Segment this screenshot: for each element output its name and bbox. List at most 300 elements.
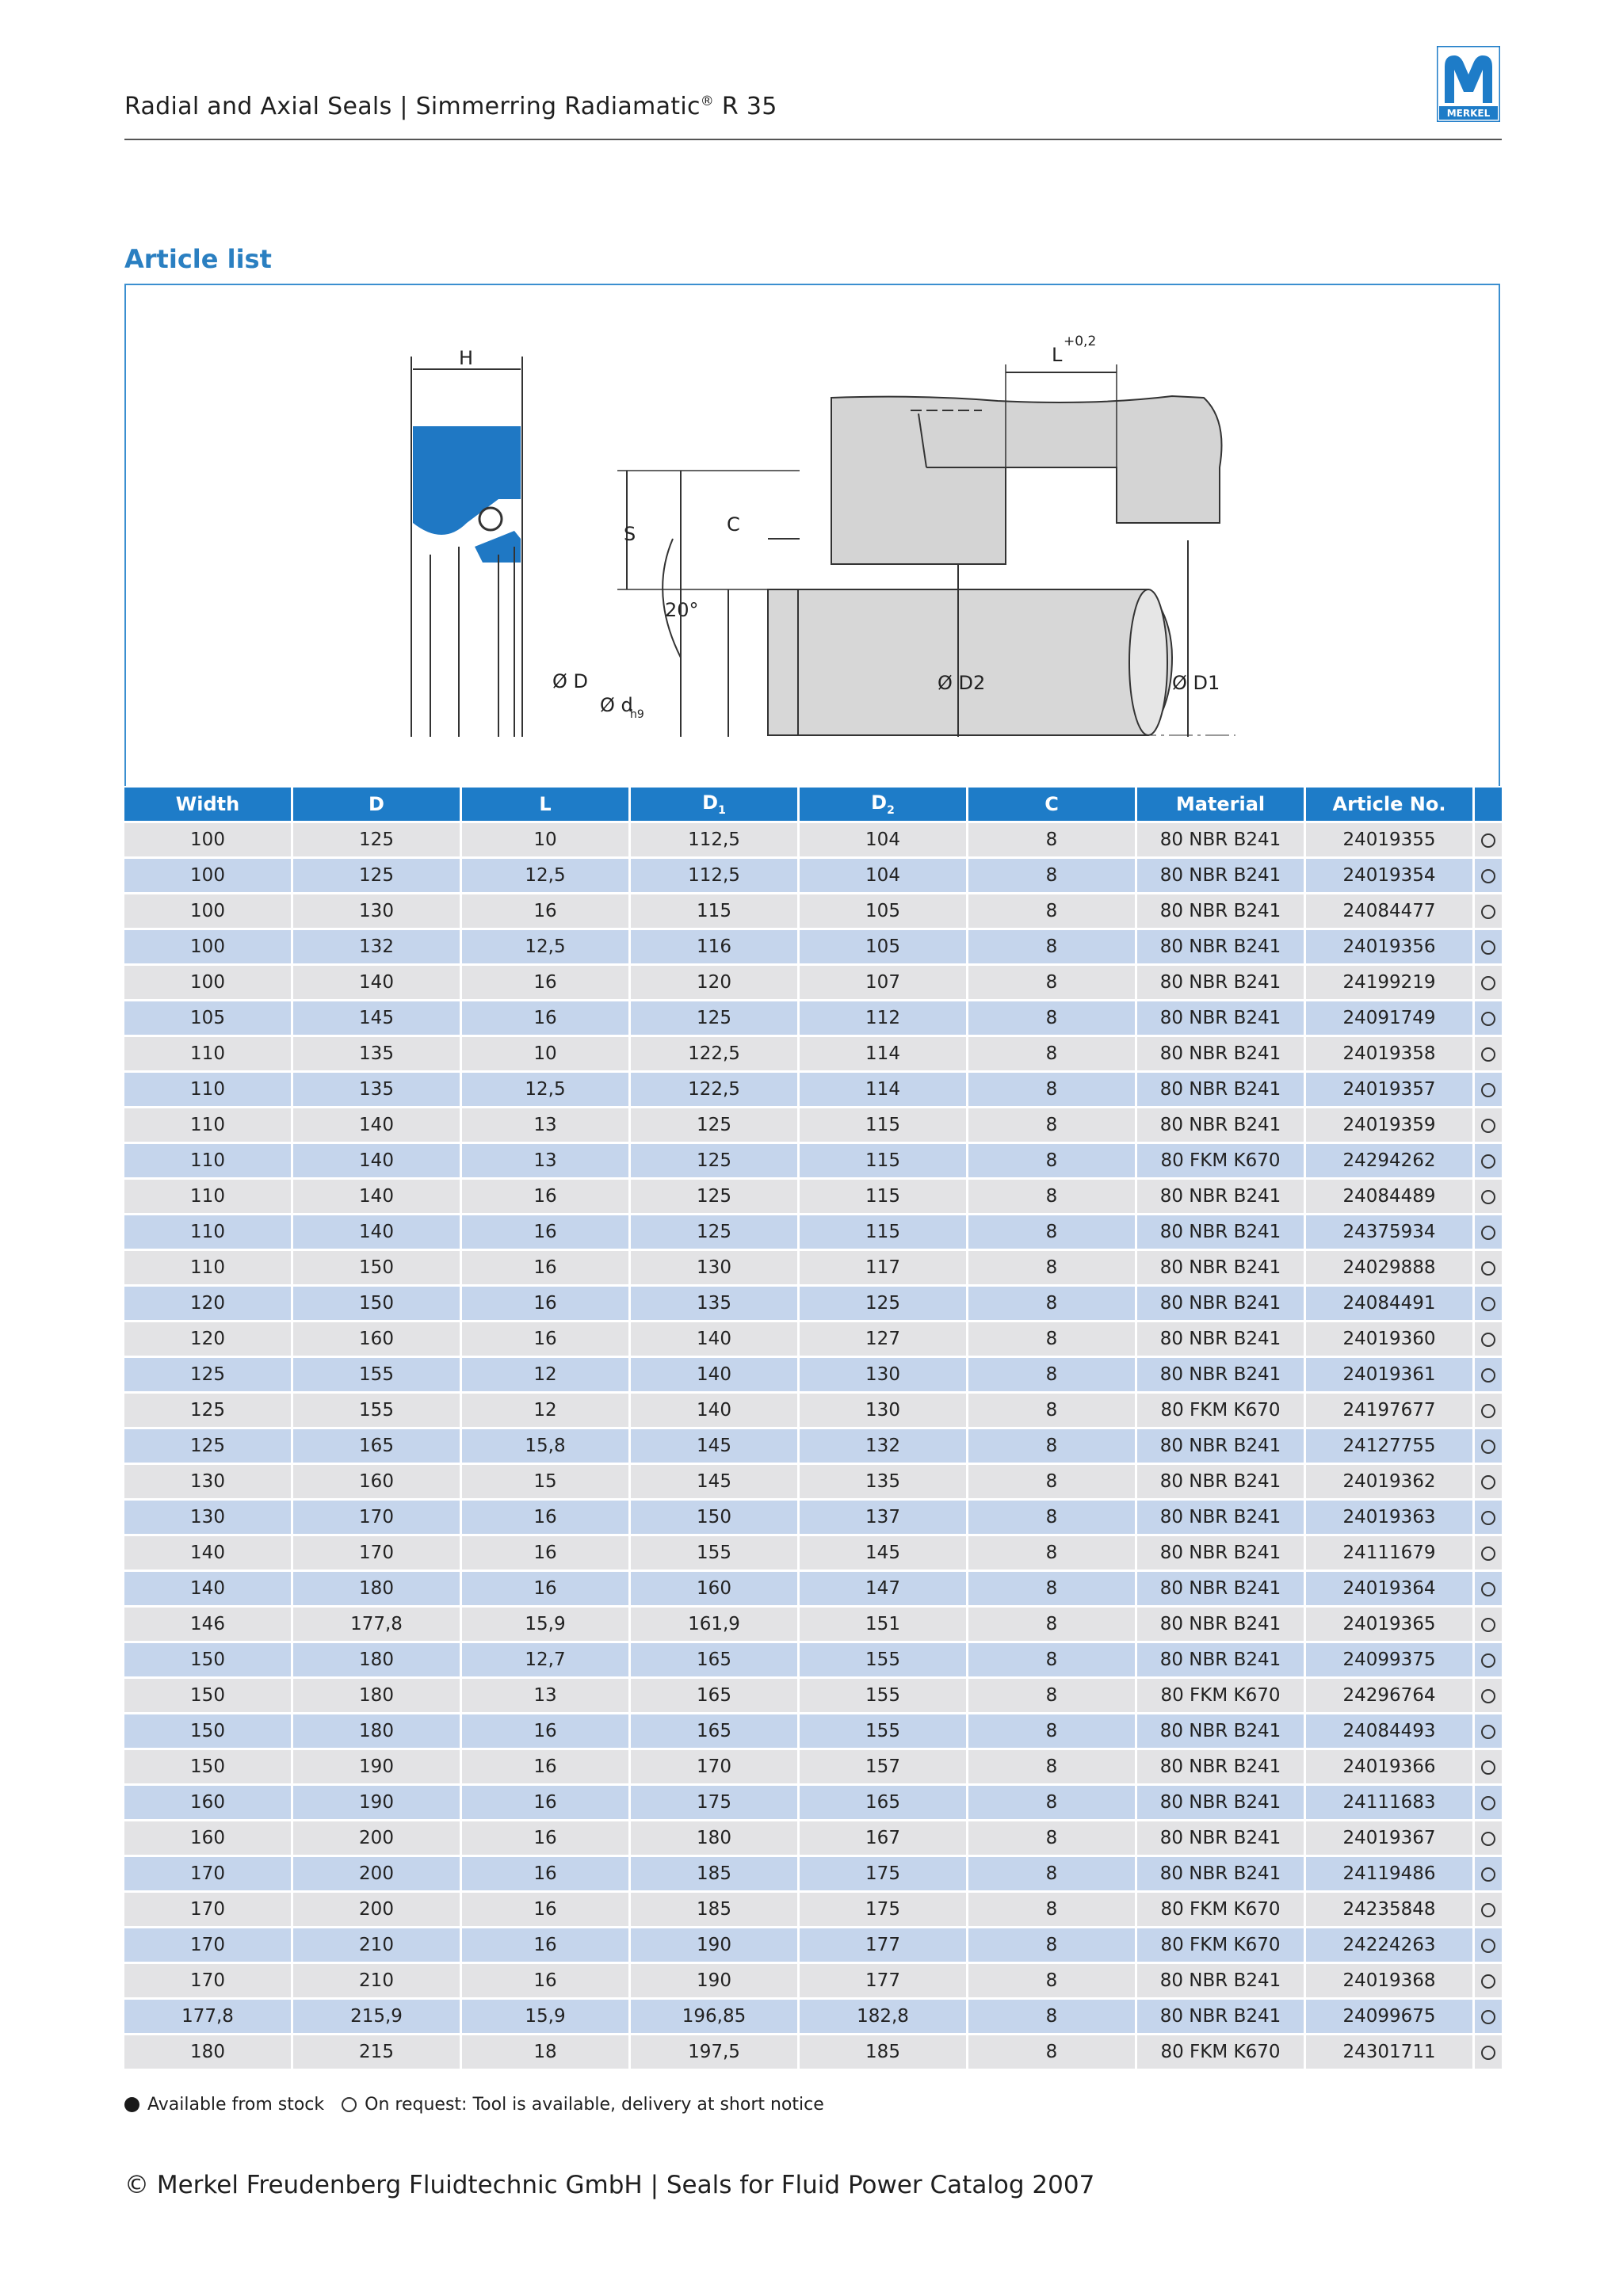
table-cell: 125	[631, 1177, 800, 1213]
table-cell: 16	[462, 892, 631, 928]
table-cell: 116	[631, 928, 800, 963]
table-cell: 115	[800, 1177, 968, 1213]
table-row	[124, 1284, 1502, 1320]
filled-circle-icon	[124, 2097, 139, 2112]
table-cell: 170	[124, 1890, 293, 1926]
table-cell: 12,5	[462, 1070, 631, 1106]
table-cell: 16	[462, 1748, 631, 1783]
table-row	[124, 1962, 1502, 1997]
table-cell: 80 FKM K670	[1137, 1926, 1306, 1962]
table-cell: 12,5	[462, 856, 631, 892]
table-cell: 185	[631, 1855, 800, 1890]
on-request-circle-icon	[1481, 1297, 1495, 1311]
table-row	[124, 1641, 1502, 1676]
table-cell: 8	[968, 1819, 1137, 1855]
table-cell: 80 NBR B241	[1137, 1962, 1306, 1997]
table-cell: 112,5	[631, 856, 800, 892]
table-cell: 155	[631, 1534, 800, 1569]
table-cell: 100	[124, 892, 293, 928]
table-cell: 180	[293, 1676, 462, 1712]
on-request-circle-icon	[1481, 1903, 1495, 1917]
col-header-material: Material	[1137, 788, 1306, 821]
on-request-circle-icon	[1481, 1440, 1495, 1454]
footer: © Merkel Freudenberg Fluidtechnic GmbH | Seals for Fluid Power Catalog 2007	[124, 2171, 1095, 2199]
table-cell: 197,5	[631, 2033, 800, 2069]
table-cell: 132	[293, 928, 462, 963]
table-cell: 80 NBR B241	[1137, 1177, 1306, 1213]
table-cell: 8	[968, 1641, 1137, 1676]
on-request-circle-icon	[1481, 1547, 1495, 1561]
table-cell: 15,8	[462, 1427, 631, 1463]
on-request-circle-icon	[1481, 905, 1495, 919]
availability-cell	[1475, 1605, 1502, 1641]
table-cell: 8	[968, 1748, 1137, 1783]
table-cell: 150	[124, 1641, 293, 1676]
table-cell: 24111683	[1306, 1783, 1475, 1819]
availability-cell	[1475, 963, 1502, 999]
table-row	[124, 2033, 1502, 2069]
table-cell: 180	[293, 1569, 462, 1605]
table-cell: 100	[124, 821, 293, 856]
on-request-circle-icon	[1481, 2010, 1495, 2024]
table-row	[124, 1890, 1502, 1926]
table-cell: 80 NBR B241	[1137, 963, 1306, 999]
table-cell: 125	[631, 1106, 800, 1142]
label-d-sub: h9	[630, 708, 644, 721]
table-cell: 125	[124, 1427, 293, 1463]
availability-cell	[1475, 1391, 1502, 1427]
availability-cell	[1475, 1356, 1502, 1391]
table-cell: 80 NBR B241	[1137, 1213, 1306, 1249]
table-cell: 8	[968, 928, 1137, 963]
table-row	[124, 1320, 1502, 1356]
table-cell: 160	[631, 1569, 800, 1605]
on-request-circle-icon	[1481, 1618, 1495, 1632]
table-cell: 15,9	[462, 1605, 631, 1641]
table-cell: 170	[124, 1926, 293, 1962]
table-header-row	[124, 788, 1502, 821]
col-header-C: C	[968, 788, 1137, 821]
table-cell: 8	[968, 1498, 1137, 1534]
table-cell: 80 NBR B241	[1137, 999, 1306, 1035]
table-cell: 16	[462, 1712, 631, 1748]
table-cell: 130	[800, 1391, 968, 1427]
table-cell: 8	[968, 1463, 1137, 1498]
table-cell: 147	[800, 1569, 968, 1605]
table-cell: 8	[968, 1534, 1137, 1569]
table-row	[124, 1748, 1502, 1783]
table-cell: 170	[293, 1498, 462, 1534]
table-row	[124, 856, 1502, 892]
table-row	[124, 1819, 1502, 1855]
table-cell: 125	[631, 1213, 800, 1249]
availability-cell	[1475, 1427, 1502, 1463]
col-header-D2: $D_2$	[800, 788, 968, 821]
table-cell: 115	[800, 1142, 968, 1177]
table-cell: 177,8	[124, 1997, 293, 2033]
table-cell: 8	[968, 963, 1137, 999]
availability-cell	[1475, 1676, 1502, 1712]
table-cell: 8	[968, 1391, 1137, 1427]
on-request-circle-icon	[1481, 1832, 1495, 1846]
availability-cell	[1475, 1569, 1502, 1605]
table-cell: 140	[631, 1391, 800, 1427]
table-row	[124, 928, 1502, 963]
table-cell: 80 NBR B241	[1137, 1569, 1306, 1605]
table-cell: 24019355	[1306, 821, 1475, 856]
table-row	[124, 1177, 1502, 1213]
on-request-circle-icon	[1481, 1154, 1495, 1169]
table-cell: 145	[293, 999, 462, 1035]
table-cell: 196,85	[631, 1997, 800, 2033]
table-cell: 8	[968, 1070, 1137, 1106]
table-cell: 24235848	[1306, 1890, 1475, 1926]
availability-cell	[1475, 1926, 1502, 1962]
availability-cell	[1475, 928, 1502, 963]
availability-cell	[1475, 1890, 1502, 1926]
on-request-circle-icon	[1481, 2046, 1495, 2060]
table-cell: 125	[293, 856, 462, 892]
table-cell: 167	[800, 1819, 968, 1855]
table-cell: 8	[968, 856, 1137, 892]
table-cell: 8	[968, 1855, 1137, 1890]
on-request-circle-icon	[1481, 1190, 1495, 1204]
on-request-circle-icon	[1481, 1796, 1495, 1810]
table-cell: 140	[293, 963, 462, 999]
table-cell: 130	[293, 892, 462, 928]
label-C: C	[727, 513, 740, 536]
table-row	[124, 1391, 1502, 1427]
table-cell: 215	[293, 2033, 462, 2069]
table-cell: 200	[293, 1855, 462, 1890]
table-cell: 12	[462, 1391, 631, 1427]
table-cell: 16	[462, 1320, 631, 1356]
table-cell: 150	[124, 1676, 293, 1712]
table-cell: 16	[462, 963, 631, 999]
table-row	[124, 1498, 1502, 1534]
table-cell: 155	[800, 1641, 968, 1676]
table-cell: 80 NBR B241	[1137, 1427, 1306, 1463]
table-cell: 200	[293, 1890, 462, 1926]
on-request-circle-icon	[1481, 1511, 1495, 1525]
table-cell: 175	[800, 1890, 968, 1926]
availability-cell	[1475, 999, 1502, 1035]
table-body	[124, 821, 1502, 2069]
table-cell: 110	[124, 1035, 293, 1070]
table-cell: 112	[800, 999, 968, 1035]
availability-cell	[1475, 821, 1502, 856]
table-cell: 175	[800, 1855, 968, 1890]
table-cell: 24019357	[1306, 1070, 1475, 1106]
table-cell: 160	[124, 1819, 293, 1855]
table-cell: 135	[293, 1035, 462, 1070]
table-cell: 110	[124, 1142, 293, 1177]
table-cell: 120	[631, 963, 800, 999]
legend-request: On request: Tool is available, delivery at short notice	[365, 2095, 824, 2115]
col-header-article-no: Article No.	[1306, 788, 1475, 821]
table-cell: 145	[800, 1534, 968, 1569]
logo-text: MERKEL	[1446, 108, 1491, 119]
on-request-circle-icon	[1481, 1725, 1495, 1739]
table-cell: 24019365	[1306, 1605, 1475, 1641]
empty-circle-icon	[342, 2097, 357, 2112]
table-row	[124, 1463, 1502, 1498]
table-cell: 8	[968, 1106, 1137, 1142]
availability-cell	[1475, 1712, 1502, 1748]
table-cell: 130	[800, 1356, 968, 1391]
table-cell: 100	[124, 928, 293, 963]
header-title	[124, 93, 777, 120]
availability-cell	[1475, 892, 1502, 928]
table-row	[124, 1070, 1502, 1106]
table-cell: 80 FKM K670	[1137, 1890, 1306, 1926]
table-cell: 80 FKM K670	[1137, 2033, 1306, 2069]
table-cell: 175	[631, 1783, 800, 1819]
table-cell: 110	[124, 1249, 293, 1284]
table-cell: 8	[968, 1712, 1137, 1748]
label-L: L	[1052, 344, 1063, 366]
table-row	[124, 1783, 1502, 1819]
table-cell: 13	[462, 1106, 631, 1142]
availability-cell	[1475, 1534, 1502, 1569]
table-cell: 180	[293, 1712, 462, 1748]
table-cell: 24019360	[1306, 1320, 1475, 1356]
table-cell: 16	[462, 1213, 631, 1249]
table-cell: 8	[968, 1284, 1137, 1320]
table-cell: 125	[124, 1356, 293, 1391]
availability-cell	[1475, 1962, 1502, 1997]
table-cell: 8	[968, 1249, 1137, 1284]
table-cell: 24019354	[1306, 856, 1475, 892]
table-cell: 170	[293, 1534, 462, 1569]
table-cell: 165	[631, 1712, 800, 1748]
availability-cell	[1475, 856, 1502, 892]
table-cell: 114	[800, 1070, 968, 1106]
table-cell: 16	[462, 1819, 631, 1855]
table-cell: 185	[800, 2033, 968, 2069]
col-header-D: D	[293, 788, 462, 821]
merkel-logo	[1437, 46, 1500, 122]
table-cell: 80 NBR B241	[1137, 821, 1306, 856]
availability-cell	[1475, 1997, 1502, 2033]
table-cell: 24127755	[1306, 1427, 1475, 1463]
table-cell: 115	[800, 1106, 968, 1142]
table-cell: 16	[462, 1890, 631, 1926]
table-cell: 110	[124, 1177, 293, 1213]
table-cell: 16	[462, 1926, 631, 1962]
table-cell: 122,5	[631, 1070, 800, 1106]
table-cell: 24019367	[1306, 1819, 1475, 1855]
table-cell: 177,8	[293, 1605, 462, 1641]
table-row	[124, 1926, 1502, 1962]
table-cell: 24099375	[1306, 1641, 1475, 1676]
on-request-circle-icon	[1481, 1974, 1495, 1989]
table-cell: 105	[800, 892, 968, 928]
table-cell: 130	[124, 1498, 293, 1534]
table-cell: 16	[462, 1284, 631, 1320]
table-row	[124, 1035, 1502, 1070]
header-title-main: Radial and Axial Seals | Simmerring Radiamatic	[124, 93, 701, 120]
table-cell: 24019361	[1306, 1356, 1475, 1391]
on-request-circle-icon	[1481, 1333, 1495, 1347]
table-cell: 125	[800, 1284, 968, 1320]
table-cell: 110	[124, 1213, 293, 1249]
table-cell: 8	[968, 2033, 1137, 2069]
table-cell: 104	[800, 856, 968, 892]
availability-cell	[1475, 1320, 1502, 1356]
table-cell: 80 NBR B241	[1137, 1855, 1306, 1890]
table-cell: 80 NBR B241	[1137, 1106, 1306, 1142]
table-cell: 132	[800, 1427, 968, 1463]
diagram-frame	[124, 284, 1500, 786]
table-cell: 105	[800, 928, 968, 963]
table-cell: 13	[462, 1142, 631, 1177]
on-request-circle-icon	[1481, 1582, 1495, 1596]
table-cell: 140	[631, 1356, 800, 1391]
on-request-circle-icon	[1481, 1939, 1495, 1953]
table-cell: 8	[968, 1320, 1137, 1356]
table-cell: 135	[631, 1284, 800, 1320]
table-cell: 80 FKM K670	[1137, 1676, 1306, 1712]
table-cell: 24019356	[1306, 928, 1475, 963]
table-cell: 16	[462, 1962, 631, 1997]
table-cell: 155	[800, 1676, 968, 1712]
on-request-circle-icon	[1481, 1226, 1495, 1240]
table-cell: 140	[293, 1177, 462, 1213]
table-cell: 12,5	[462, 928, 631, 963]
table-cell: 140	[631, 1320, 800, 1356]
table-cell: 120	[124, 1320, 293, 1356]
on-request-circle-icon	[1481, 1689, 1495, 1703]
availability-cell	[1475, 1142, 1502, 1177]
availability-cell	[1475, 1819, 1502, 1855]
availability-cell	[1475, 1213, 1502, 1249]
availability-cell	[1475, 1748, 1502, 1783]
table-cell: 16	[462, 1534, 631, 1569]
table-cell: 12,7	[462, 1641, 631, 1676]
table-cell: 150	[293, 1249, 462, 1284]
availability-cell	[1475, 1783, 1502, 1819]
table-cell: 190	[293, 1783, 462, 1819]
table-cell: 180	[293, 1641, 462, 1676]
table-row	[124, 1534, 1502, 1569]
table-cell: 80 NBR B241	[1137, 1605, 1306, 1641]
table-cell: 180	[124, 2033, 293, 2069]
table-cell: 122,5	[631, 1035, 800, 1070]
availability-cell	[1475, 1070, 1502, 1106]
label-D1: Ø D1	[1172, 672, 1220, 694]
table-cell: 18	[462, 2033, 631, 2069]
table-cell: 8	[968, 1605, 1137, 1641]
table-cell: 150	[293, 1284, 462, 1320]
table-row	[124, 821, 1502, 856]
table-row	[124, 1213, 1502, 1249]
table-cell: 80 NBR B241	[1137, 1997, 1306, 2033]
table-cell: 125	[631, 1142, 800, 1177]
table-row	[124, 1855, 1502, 1890]
table-cell: 15	[462, 1463, 631, 1498]
table-cell: 16	[462, 1498, 631, 1534]
header-title-model: R 35	[714, 93, 777, 120]
table-cell: 170	[124, 1855, 293, 1890]
table-cell: 15,9	[462, 1997, 631, 2033]
table-cell: 127	[800, 1320, 968, 1356]
seal-cross-section	[411, 357, 522, 737]
table-cell: 80 NBR B241	[1137, 1819, 1306, 1855]
table-cell: 80 NBR B241	[1137, 1035, 1306, 1070]
table-cell: 114	[800, 1035, 968, 1070]
table-row	[124, 1569, 1502, 1605]
table-cell: 8	[968, 1569, 1137, 1605]
seal-installation-diagram	[126, 285, 1502, 788]
on-request-circle-icon	[1481, 1012, 1495, 1026]
label-D2: Ø D2	[938, 672, 986, 694]
table-cell: 24197677	[1306, 1391, 1475, 1427]
table-cell: 80 NBR B241	[1137, 1641, 1306, 1676]
table-cell: 170	[631, 1748, 800, 1783]
table-cell: 150	[631, 1498, 800, 1534]
table-row	[124, 999, 1502, 1035]
table-cell: 24119486	[1306, 1855, 1475, 1890]
table-cell: 182,8	[800, 1997, 968, 2033]
table-cell: 80 NBR B241	[1137, 1356, 1306, 1391]
table-cell: 210	[293, 1962, 462, 1997]
table-cell: 8	[968, 1890, 1137, 1926]
table-cell: 155	[293, 1356, 462, 1391]
on-request-circle-icon	[1481, 1475, 1495, 1489]
table-cell: 8	[968, 1997, 1137, 2033]
table-cell: 140	[293, 1142, 462, 1177]
table-cell: 16	[462, 1177, 631, 1213]
table-cell: 180	[631, 1819, 800, 1855]
table-cell: 215,9	[293, 1997, 462, 2033]
availability-cell	[1475, 1249, 1502, 1284]
label-S: S	[624, 523, 636, 545]
table-cell: 165	[800, 1783, 968, 1819]
col-header-L: L	[462, 788, 631, 821]
table-cell: 16	[462, 1569, 631, 1605]
availability-cell	[1475, 1855, 1502, 1890]
table-cell: 190	[631, 1926, 800, 1962]
table-cell: 160	[124, 1783, 293, 1819]
availability-cell	[1475, 1498, 1502, 1534]
table-cell: 130	[124, 1463, 293, 1498]
table-cell: 185	[631, 1890, 800, 1926]
availability-cell	[1475, 1463, 1502, 1498]
table-row	[124, 1142, 1502, 1177]
table-cell: 24019362	[1306, 1463, 1475, 1498]
table-cell: 165	[631, 1641, 800, 1676]
table-cell: 24084493	[1306, 1712, 1475, 1748]
availability-cell	[1475, 1641, 1502, 1676]
legend	[124, 2095, 824, 2115]
table-cell: 135	[293, 1070, 462, 1106]
on-request-circle-icon	[1481, 1760, 1495, 1775]
table-cell: 24029888	[1306, 1249, 1475, 1284]
label-d: Ø d	[600, 694, 633, 716]
table-cell: 80 NBR B241	[1137, 1320, 1306, 1356]
table-cell: 125	[631, 999, 800, 1035]
table-cell: 104	[800, 821, 968, 856]
table-row	[124, 1356, 1502, 1391]
table-cell: 80 NBR B241	[1137, 1748, 1306, 1783]
table-cell: 16	[462, 1249, 631, 1284]
table-row	[124, 1106, 1502, 1142]
on-request-circle-icon	[1481, 869, 1495, 883]
table-cell: 112,5	[631, 821, 800, 856]
table-cell: 80 FKM K670	[1137, 1142, 1306, 1177]
table-cell: 155	[293, 1391, 462, 1427]
